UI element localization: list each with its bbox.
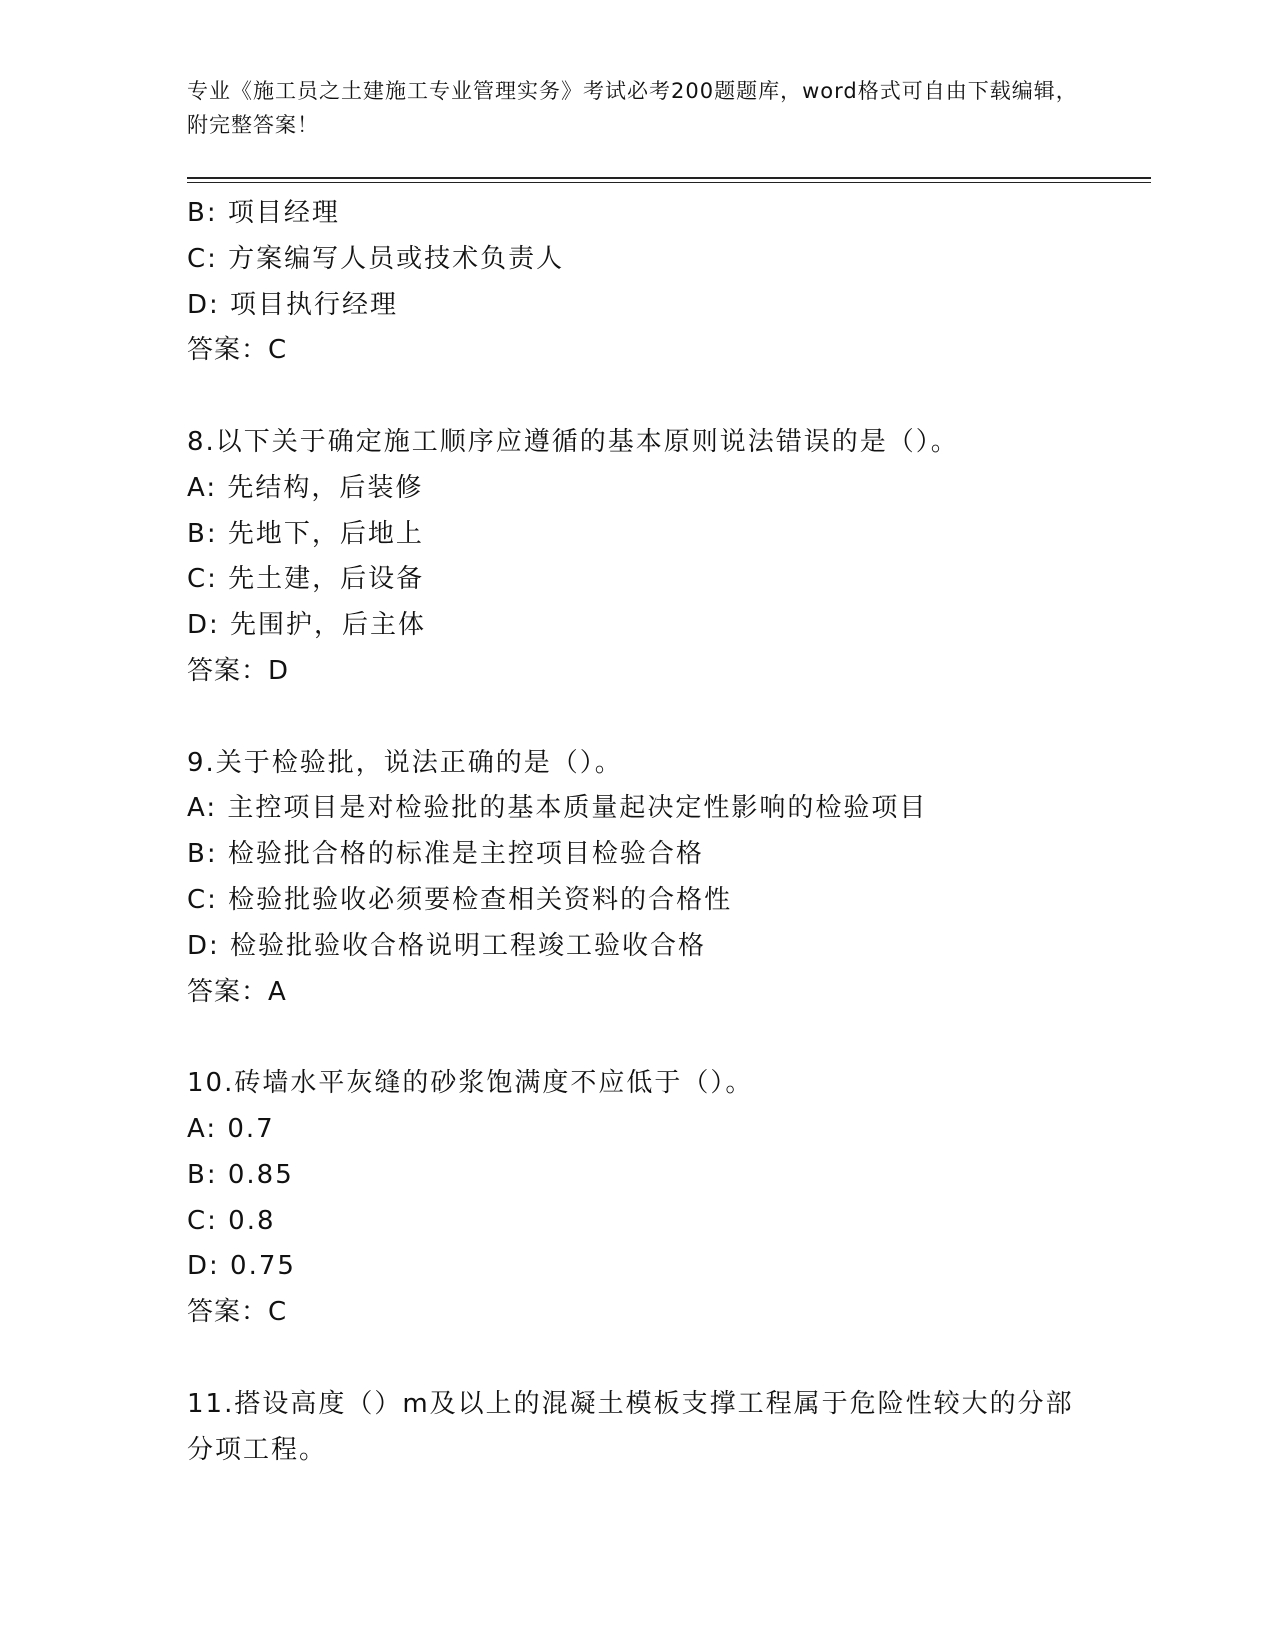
spacer bbox=[187, 695, 1087, 741]
option-c: C: 方案编写人员或技术负责人 bbox=[187, 243, 565, 274]
option-a: A: 先结构，后装修 bbox=[187, 472, 424, 503]
option-c: C: 检验批验收必须要检查相关资料的合格性 bbox=[187, 884, 733, 915]
question-block bbox=[187, 1382, 1087, 1474]
option-d: D: 先围护，后主体 bbox=[187, 610, 427, 641]
question-block bbox=[187, 1061, 1087, 1336]
option-b: B: 0.85 bbox=[187, 1159, 294, 1190]
document-header: 专业《施工员之土建施工专业管理实务》考试必考200题题库，word格式可自由下载编辑，附完整答案！ bbox=[187, 79, 1078, 137]
answer-line: 答案：A bbox=[187, 976, 287, 1007]
question-stem: 10.砖墙水平灰缝的砂浆饱满度不应低于（）。 bbox=[187, 1068, 754, 1099]
option-d: D: 检验批验收合格说明工程竣工验收合格 bbox=[187, 930, 707, 961]
question-stem: 9.关于检验批，说法正确的是（）。 bbox=[187, 747, 623, 778]
option-d: D: 项目执行经理 bbox=[187, 289, 399, 320]
spacer bbox=[187, 374, 1087, 420]
document-body bbox=[187, 191, 1087, 1473]
option-b: B: 检验批合格的标准是主控项目检验合格 bbox=[187, 839, 704, 870]
option-c: C: 0.8 bbox=[187, 1205, 276, 1236]
header-rule-thin bbox=[187, 182, 1151, 183]
question-block bbox=[187, 741, 1087, 1016]
header-rule-thick bbox=[187, 177, 1151, 179]
question-stem: 8.以下关于确定施工顺序应遵循的基本原则说法错误的是（）。 bbox=[187, 426, 959, 457]
spacer bbox=[187, 1336, 1087, 1382]
option-b: B: 先地下，后地上 bbox=[187, 518, 424, 549]
answer-line: 答案：C bbox=[187, 1297, 288, 1328]
option-a: A: 0.7 bbox=[187, 1113, 275, 1144]
answer-line: 答案：D bbox=[187, 655, 290, 686]
answer-line: 答案：C bbox=[187, 335, 288, 366]
question-block bbox=[187, 420, 1087, 695]
option-d: D: 0.75 bbox=[187, 1251, 296, 1282]
spacer bbox=[187, 1015, 1087, 1061]
option-b: B: 项目经理 bbox=[187, 198, 340, 228]
option-c: C: 先土建，后设备 bbox=[187, 564, 425, 595]
option-a: A: 主控项目是对检验批的基本质量起决定性影响的检验项目 bbox=[187, 793, 928, 824]
question-stem: 11.搭设高度（）m及以上的混凝土模板支撑工程属于危险性较大的分部分项工程。 bbox=[187, 1388, 1074, 1465]
